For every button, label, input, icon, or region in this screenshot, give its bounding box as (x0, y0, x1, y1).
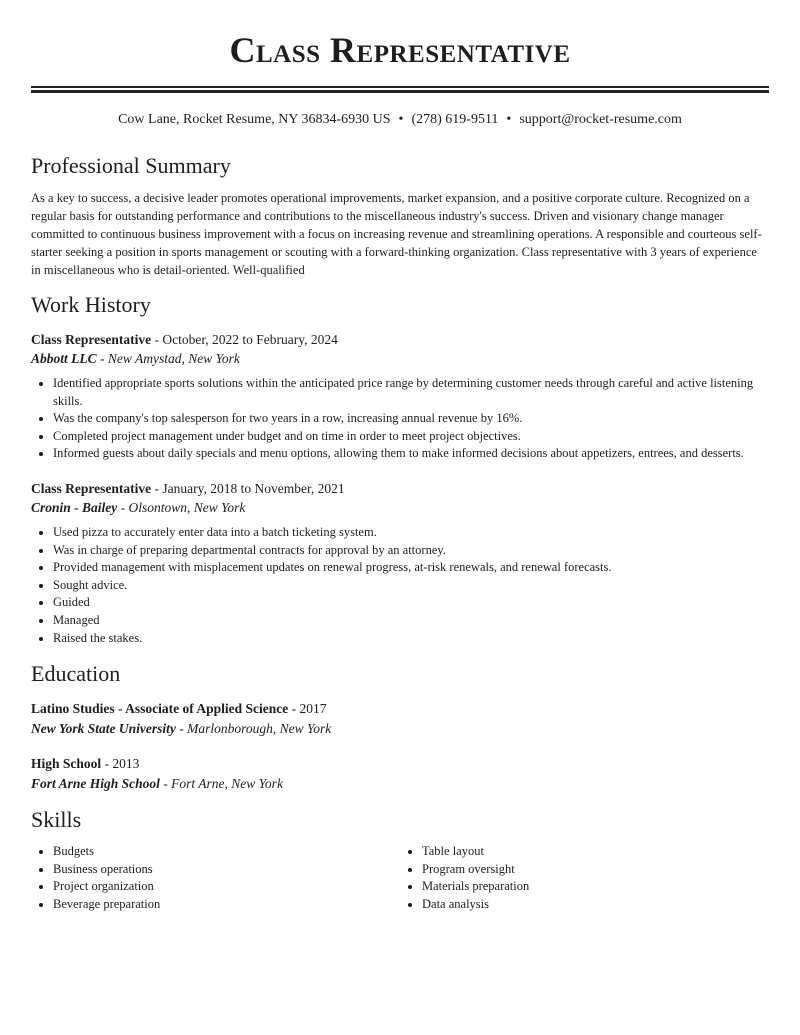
job-dates: - October, 2022 to February, 2024 (151, 332, 338, 347)
degree-year: - 2013 (101, 756, 140, 772)
header-divider-bottom (31, 90, 769, 93)
job-role: Class Representative (31, 480, 152, 496)
skills-heading: Skills (31, 807, 82, 833)
job-dates: - January, 2018 to November, 2021 (151, 480, 345, 496)
contact-address: Cow Lane, Rocket Resume, NY 36834-6930 US (118, 112, 391, 127)
job-entry (31, 479, 769, 647)
list-item: • Beverage preparation (53, 896, 400, 914)
list-item: • Was the company's top salesperson for two years in a row, increasing annual revenue by 16%. (53, 410, 769, 428)
school-name: New York State University (31, 721, 176, 737)
list-item: • Materials preparation (422, 878, 769, 896)
degree-line (31, 754, 769, 773)
summary-text: As a key to success, a decisive leader promotes operational improvements, market expansion, and a positive corporate culture. Recognized on a regular basis for outstanding performance and contributions to the miscellaneous industry's success. Driven and visionary change manager committed to continuous business improvement with a focus on increasing revenue and streamlining operations. A responsible and courteous self-starter seeking a position in sports management or scouting with a forward-thinking organization. Class representative with 3 years of experience in miscellaneous who is detail-oriented. Well-qualified (31, 191, 762, 277)
school-location: - Fort Arne, New York (159, 776, 283, 792)
degree-name: High School (31, 756, 102, 772)
education-heading: Education (31, 661, 121, 687)
contact-separator: • (506, 112, 512, 127)
job-location: - Olsontown, New York (117, 499, 246, 515)
list-item: • Project organization (53, 878, 400, 896)
list-item: • Completed project management under budget and on time in order to meet project objectives. (53, 428, 769, 446)
education-entry (31, 699, 769, 738)
education-entry (31, 754, 769, 793)
work-history-heading: Work History (31, 292, 151, 317)
skills-columns (31, 843, 769, 913)
contact-separator: • (398, 112, 404, 127)
skills-list-right (400, 843, 769, 913)
school-line (31, 719, 769, 738)
list-item: • Program oversight (422, 861, 769, 879)
job-company: Abbott LLC (31, 351, 97, 366)
list-item: • Provided management with misplacement updates on renewal progress, at-risk renewals, and renewal forecasts. (53, 559, 769, 577)
header-divider-top (31, 86, 769, 88)
job-bullets (31, 524, 769, 647)
job-entry (31, 330, 769, 463)
contact-line (31, 110, 769, 130)
job-location: - New Amystad, New York (96, 351, 240, 366)
list-item: • Business operations (53, 861, 400, 879)
list-item: • Was in charge of preparing departmental contracts for approval by an attorney. (53, 542, 769, 560)
job-title-line (31, 479, 769, 498)
list-item: • Guided (53, 594, 769, 612)
job-role: Class Representative (31, 332, 152, 347)
job-company: Cronin - Bailey (31, 499, 118, 515)
list-item: • Raised the stakes. (53, 630, 769, 648)
list-item: • Data analysis (422, 896, 769, 914)
summary-heading: Professional Summary (31, 153, 231, 178)
degree-year: - 2017 (288, 701, 327, 717)
job-bullets (31, 375, 769, 463)
degree-name: Latino Studies - Associate of Applied Science (31, 701, 289, 717)
degree-line (31, 699, 769, 718)
skills-list-left (31, 843, 400, 913)
school-location: - Marlonborough, New York (175, 721, 332, 737)
school-name: Fort Arne High School (31, 776, 160, 792)
list-item: • Informed guests about daily specials and menu options, allowing them to make informed decisions about appetizers, entrees, and desserts. (53, 445, 769, 463)
list-item: • Sought advice. (53, 577, 769, 595)
list-item: • Managed (53, 612, 769, 630)
list-item: • Table layout (422, 843, 769, 861)
list-item: • Identified appropriate sports solutions within the anticipated price range by determining customer needs through careful and active listening skills. (53, 375, 769, 410)
school-line (31, 774, 769, 793)
list-item: • Budgets (53, 843, 400, 861)
job-company-line (31, 349, 769, 368)
contact-phone: (278) 619-9511 (411, 112, 499, 127)
job-company-line (31, 498, 769, 517)
list-item: • Used pizza to accurately enter data into a batch ticketing system. (53, 524, 769, 542)
contact-email[interactable]: support@rocket-resume.com (519, 112, 682, 127)
job-title-line (31, 330, 769, 349)
candidate-name: Class Representative (229, 30, 571, 70)
